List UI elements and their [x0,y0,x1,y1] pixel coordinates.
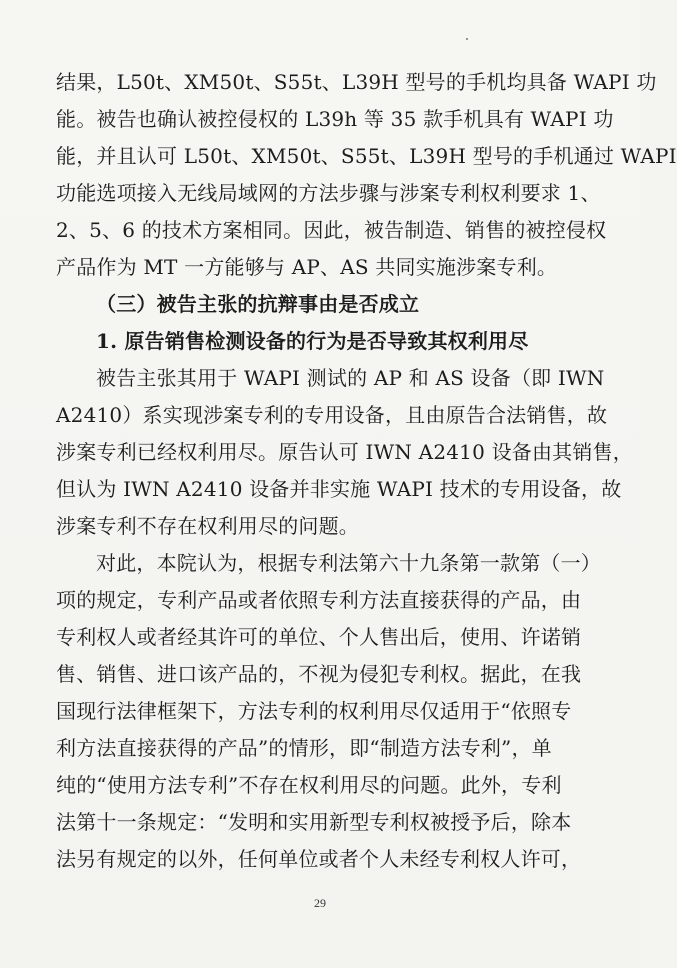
text-line: 对此，本院认为，根据专利法第六十九条第一款第（一） [96,551,601,575]
text-line: 能，并且认可 L50t、XM50t、S55t、L39H 型号的手机通过 WAPI [56,144,677,168]
text-line: A2410）系实现涉案专利的专用设备，且由原告合法销售，故 [56,403,608,427]
text-line: 法另有规定的以外，任何单位或者个人未经专利权人许可， [56,847,582,871]
text-line: 国现行法律框架下，方法专利的权利用尽仅适用于“依照专 [56,699,572,723]
text-line: 项的规定，专利产品或者依照专利方法直接获得的产品，由 [56,588,582,612]
section-heading: （三）被告主张的抗辩事由是否成立 [96,292,420,316]
text-line: 法第十一条规定：“发明和实用新型专利权被授予后，除本 [56,810,572,834]
text-line: 结果，L50t、XM50t、S55t、L39H 型号的手机均具备 WAPI 功 [56,70,657,94]
text-line: 但认为 IWN A2410 设备并非实施 WAPI 技术的专用设备，故 [56,477,622,501]
text-line: 涉案专利不存在权利用尽的问题。 [56,514,359,538]
text-line: 售、销售、进口该产品的，不视为侵犯专利权。据此，在我 [56,662,582,686]
text-line: 利方法直接获得的产品”的情形，即“制造方法专利”，单 [56,736,552,760]
subsection-heading: 1. 原告销售检测设备的行为是否导致其权利用尽 [96,329,529,353]
text-line: 纯的“使用方法专利”不存在权利用尽的问题。此外，专利 [56,773,562,797]
text-line: 产品作为 MT 一方能够与 AP、AS 共同实施涉案专利。 [56,255,558,279]
text-line: 涉案专利已经权利用尽。原告认可 IWN A2410 设备由其销售， [56,440,633,464]
page-number: 29 [314,896,326,910]
text-line: 专利权人或者经其许可的单位、个人售出后，使用、许诺销 [56,625,582,649]
text-line: 2、5、6 的技术方案相同。因此，被告制造、销售的被控侵权 [56,218,607,242]
text-line: 功能选项接入无线局域网的方法步骤与涉案专利权利要求 1、 [56,181,601,205]
text-line: 被告主张其用于 WAPI 测试的 AP 和 AS 设备（即 IWN [96,366,605,390]
text-line: 能。被告也确认被控侵权的 L39h 等 35 款手机具有 WAPI 功 [56,107,614,131]
